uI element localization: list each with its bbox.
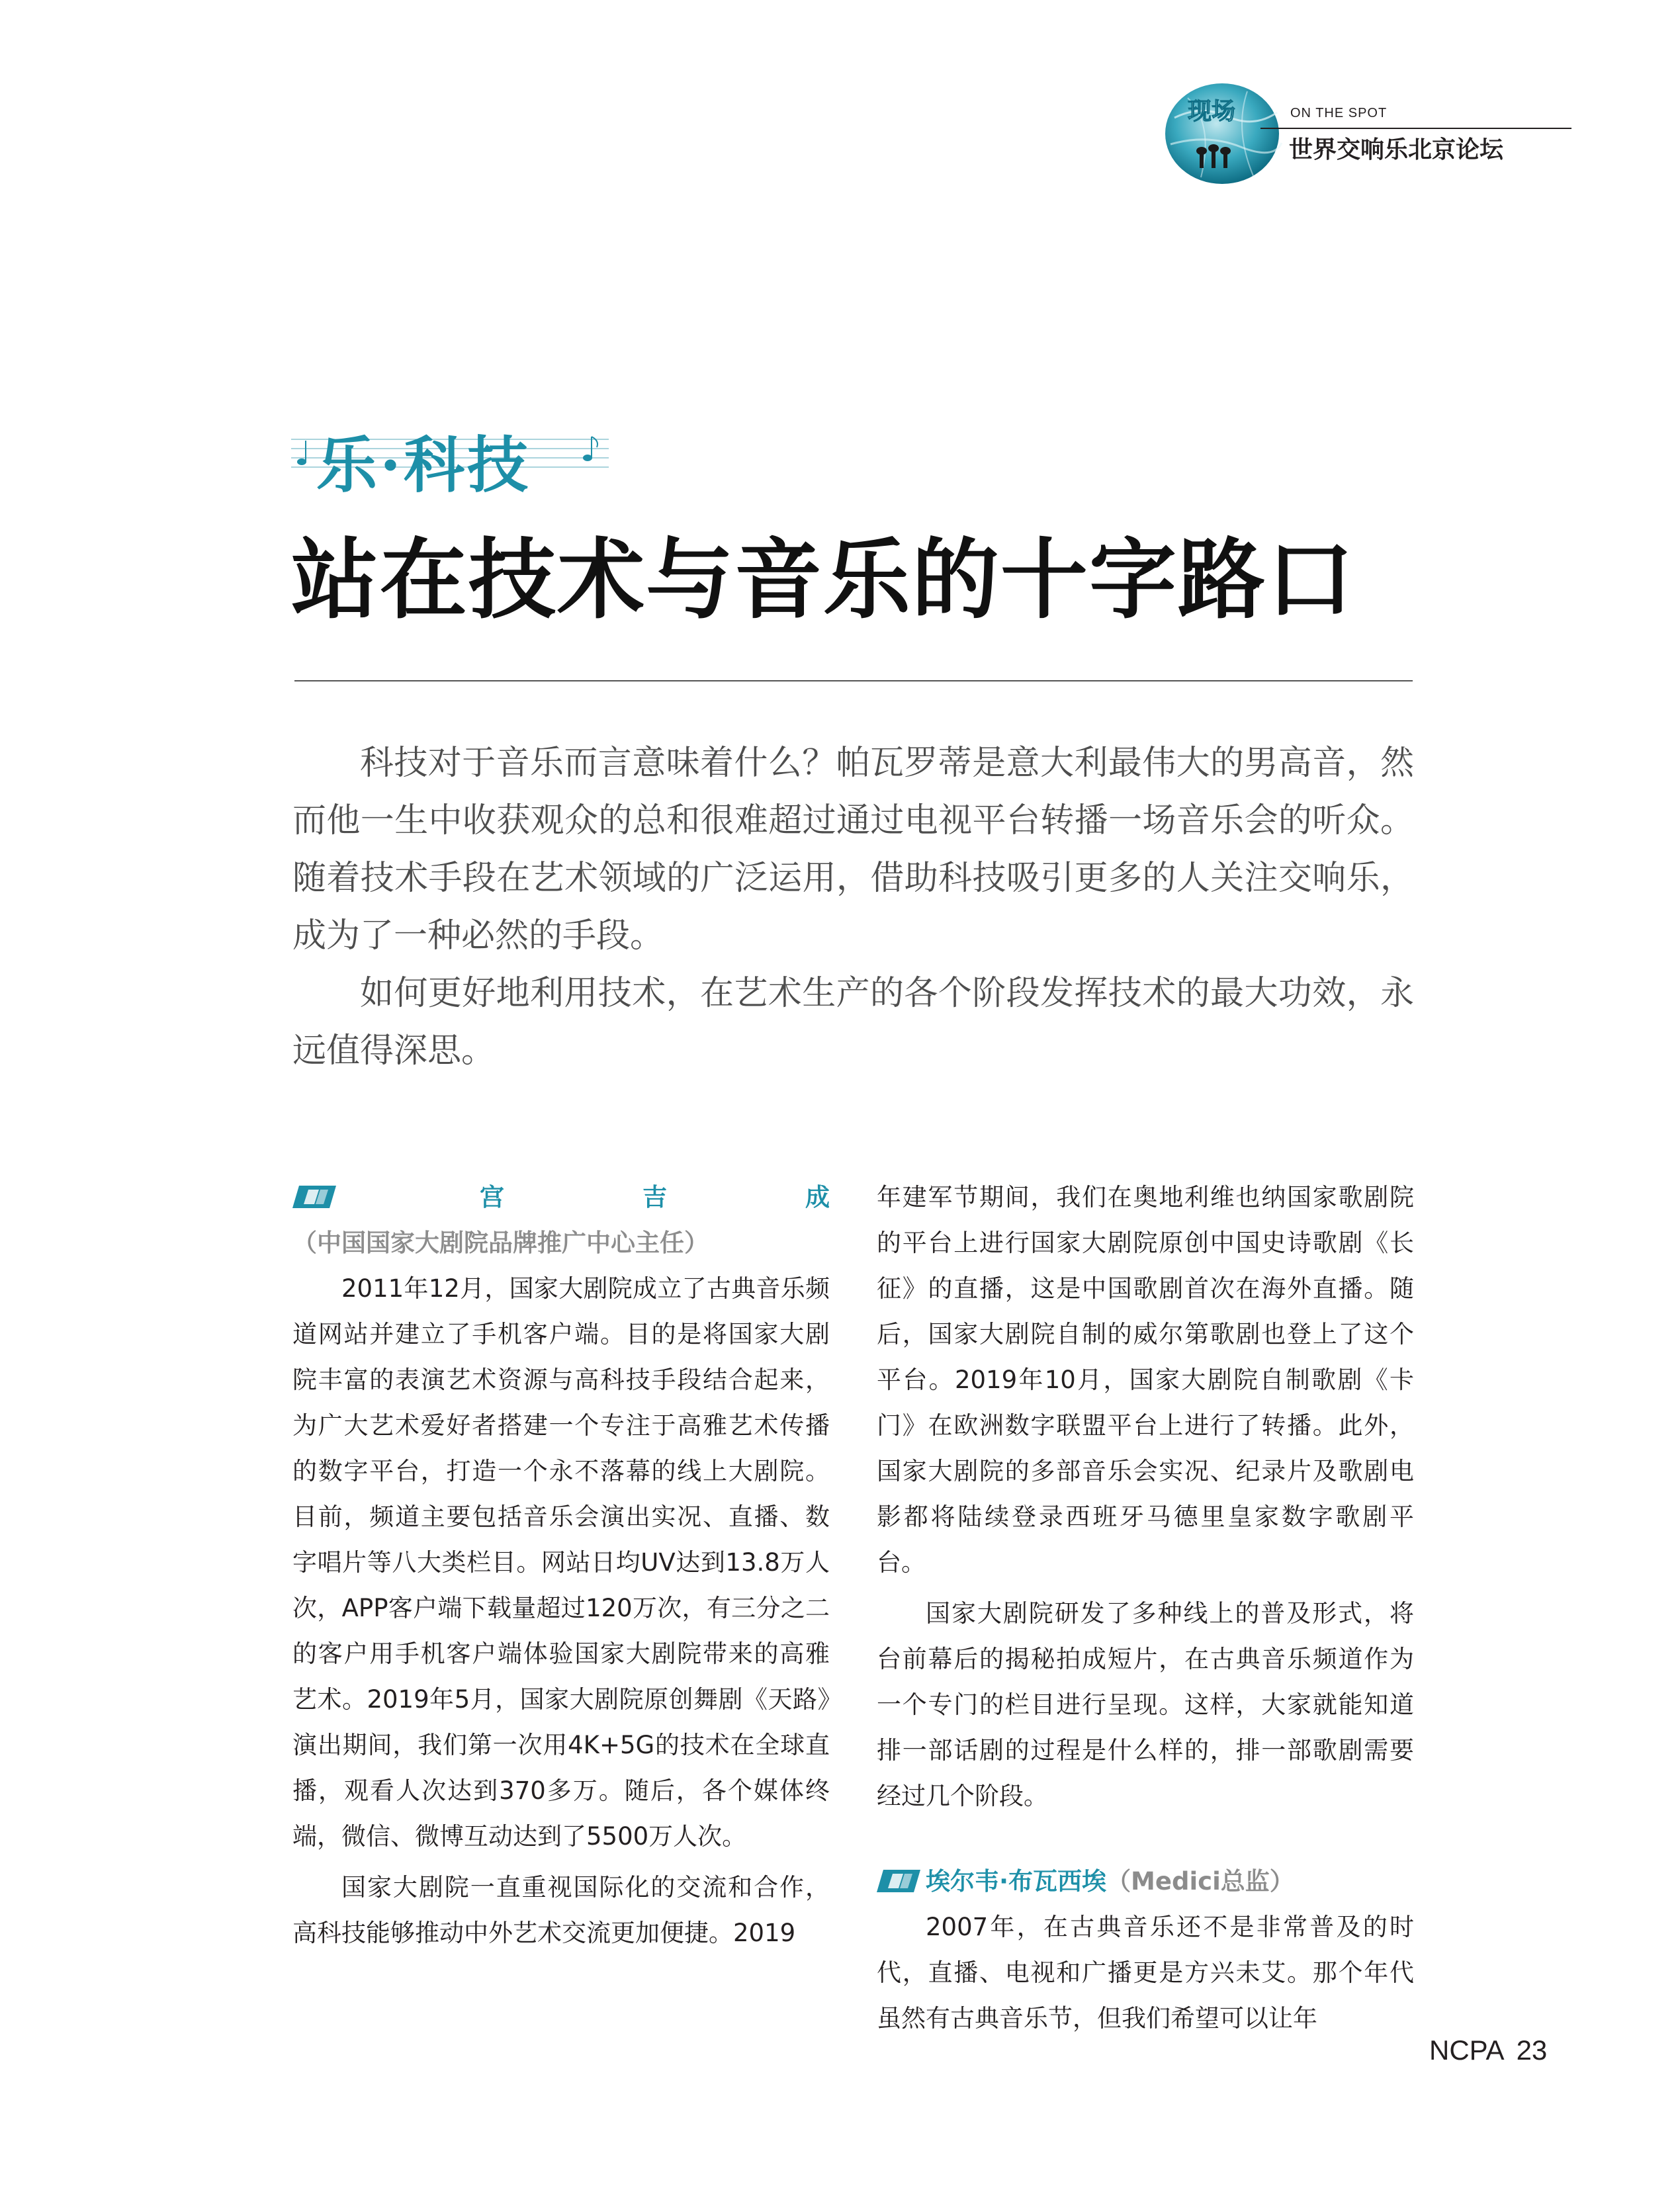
body-paragraph: 2011年12月，国家大剧院成立了古典音乐频道网站并建立了手机客户端。目的是将国家大剧院丰富的表演艺术资源与高科技手段结合起来，为广大艺术爱好者搭建一个专注于高雅艺术传播的数字平台，打造一个永不落幕的线上大剧院。目前，频道主要包括音乐会演出实况、直播、数字唱片等八大类栏目。网站日均UV达到13.8万人次，APP客户端下载量超过120万次，有三分之二的客户用手机客户端体验国家大剧院带来的高雅艺术。2019年5月，国家大剧院原创舞剧《天路》演出期间，我们第一次用4K+5G的技术在全球直播，观看人次达到370多万。随后，各个媒体终端，微信、微博互动达到了5500万人次。	[292, 1274, 830, 1851]
column-right	[877, 1174, 1414, 2041]
title-divider	[294, 680, 1413, 681]
page-footer	[1429, 2035, 1547, 2066]
speaker-role: （中国国家大剧院品牌推广中心主任）	[292, 1229, 709, 1257]
header-rule	[1260, 128, 1571, 129]
body-paragraph-continued: 年建军节期间，我们在奥地利维也纳国家歌剧院的平台上进行国家大剧院原创中国史诗歌剧《长征》的直播，这是中国歌剧首次在海外直播。随后，国家大剧院自制的威尔第歌剧也登上了这个平台。2019年10月，国家大剧院自制歌剧《卡门》在欧洲数字联盟平台上进行了转播。此外，国家大剧院的多部音乐会实况、纪录片及歌剧电影都将陆续登录西班牙马德里皇家数字歌剧平台。	[877, 1183, 1414, 1577]
speaker-name: 埃尔韦·布瓦西埃	[926, 1867, 1107, 1896]
header-kicker: ON THE SPOT	[1290, 106, 1388, 120]
intro-paragraph: 如何更好地利用技术，在艺术生产的各个阶段发挥技术的最大功效，永远值得深思。	[292, 974, 1414, 1071]
intro-paragraph: 科技对于音乐而言意味着什么？帕瓦罗蒂是意大利最伟大的男高音，然而他一生中收获观众的总和很难超过通过电视平台转播一场音乐会的听众。随着技术手段在艺术领域的广泛运用，借助科技吸引更多的人关注交响乐，成为了一种必然的手段。	[292, 744, 1414, 955]
body-paragraph: 2007年，在古典音乐还不是非常普及的时代，直播、电视和广播更是方兴未艾。那个年代虽然有古典音乐节，但我们希望可以让年	[877, 1913, 1414, 2033]
globe-badge-icon	[1161, 78, 1300, 187]
speaker-heading	[292, 1174, 830, 1266]
column-title: 世界交响乐北京论坛	[1289, 136, 1504, 163]
speaker-marker-icon	[292, 1186, 336, 1208]
speaker-marker-icon	[877, 1870, 920, 1892]
body-paragraph: 国家大剧院研发了多种线上的普及形式，将台前幕后的揭秘拍成短片，在古典音乐频道作为一个专门的栏目进行呈现。这样，大家就能知道排一部话剧的过程是什么样的，排一部歌剧需要经过几个阶段。	[877, 1599, 1414, 1810]
speaker-heading	[877, 1859, 1414, 1904]
section-tag-label: 乐·科技	[316, 429, 531, 501]
section-tag	[291, 417, 622, 501]
speaker-name: 宫吉成	[341, 1183, 830, 1211]
speaker-role: （Medici总监）	[1106, 1867, 1294, 1896]
badge-text: 现场	[1188, 98, 1236, 125]
body-paragraph: 国家大剧院一直重视国际化的交流和合作，高科技能够推动中外艺术交流更加便捷。2019	[292, 1873, 830, 1947]
page-number: 23	[1516, 2035, 1548, 2066]
intro	[292, 734, 1414, 1080]
column-left	[292, 1174, 830, 1956]
page-title: 站在技术与音乐的十字路口	[291, 529, 1355, 631]
magazine-name: NCPA	[1429, 2035, 1505, 2066]
